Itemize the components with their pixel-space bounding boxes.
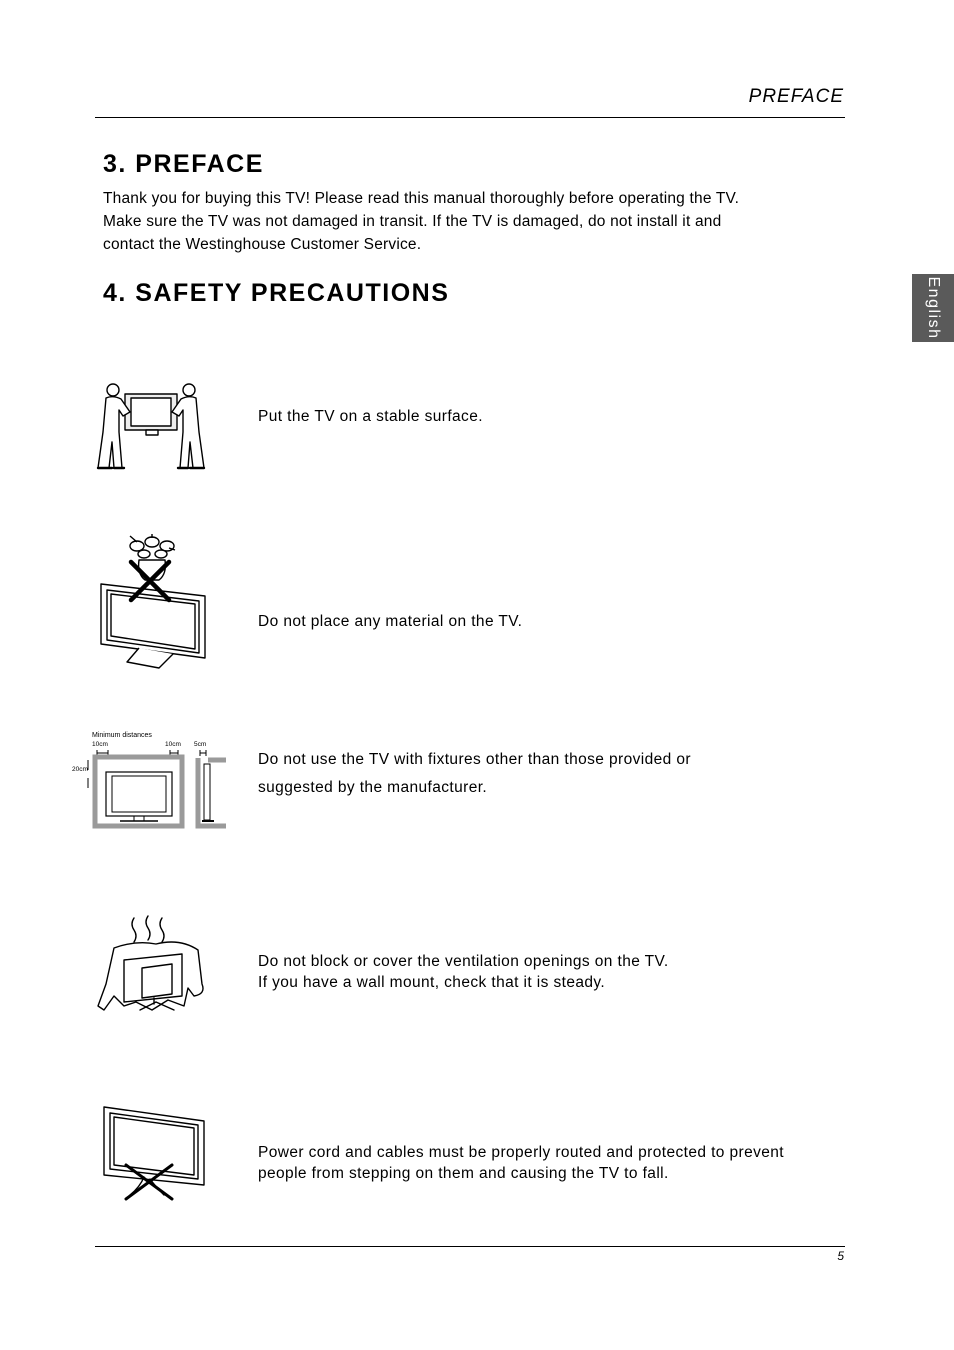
- caption-line: If you have a wall mount, check that it is steady.: [258, 974, 606, 991]
- tv-cord-crossed-icon: [100, 1103, 210, 1203]
- diagram-side-distance: 5cm: [194, 741, 207, 748]
- safety-caption-5: [258, 1142, 784, 1184]
- caption-line: Put the TV on a stable surface.: [258, 408, 483, 425]
- no-objects-on-tv-icon: [97, 532, 209, 670]
- safety-caption-2: [258, 611, 522, 632]
- header-rule: [95, 117, 845, 118]
- preface-line: Thank you for buying this TV! Please read this manual thoroughly before operating the TV.: [103, 190, 740, 207]
- preface-line: contact the Westinghouse Customer Service.: [103, 236, 422, 253]
- language-tab: [912, 274, 954, 342]
- preface-heading: 3. PREFACE: [103, 150, 264, 178]
- footer-rule: [95, 1246, 845, 1247]
- safety-caption-4: [258, 951, 669, 993]
- diagram-right-distance: 10cm: [165, 741, 181, 748]
- diagram-top-distance: 20cm: [72, 766, 88, 773]
- running-header: PREFACE: [748, 86, 844, 107]
- preface-line: Make sure the TV was not damaged in transit. If the TV is damaged, do not install it and: [103, 213, 722, 230]
- caption-line: Do not use the TV with fixtures other than those provided or: [258, 751, 691, 768]
- caption-line: Do not block or cover the ventilation openings on the TV.: [258, 953, 669, 970]
- diagram-left-distance: 10cm: [92, 741, 108, 748]
- language-tab-label: English: [925, 276, 942, 340]
- two-people-carrying-tv-icon: [94, 382, 210, 474]
- preface-paragraph: [103, 187, 739, 256]
- diagram-title: Minimum distances: [92, 732, 152, 739]
- minimum-distances-diagram-icon: [70, 730, 226, 830]
- safety-caption-1: [258, 406, 483, 427]
- covered-tv-ventilation-icon: [96, 914, 210, 1014]
- page-number: 5: [837, 1249, 844, 1263]
- safety-caption-3: [258, 749, 691, 798]
- caption-line: Do not place any material on the TV.: [258, 613, 523, 630]
- caption-line: people from stepping on them and causing the TV to fall.: [258, 1165, 669, 1182]
- safety-heading: 4. SAFETY PRECAUTIONS: [103, 279, 450, 307]
- caption-line: Power cord and cables must be properly routed and protected to prevent: [258, 1144, 785, 1161]
- caption-line: suggested by the manufacturer.: [258, 779, 488, 796]
